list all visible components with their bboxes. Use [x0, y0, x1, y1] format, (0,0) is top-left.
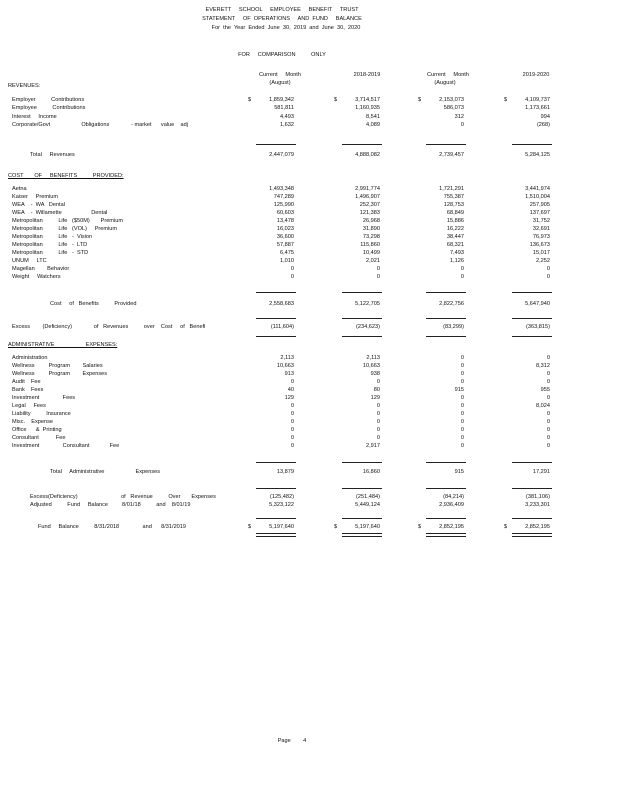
subtotal-rule	[342, 336, 382, 337]
total-rule	[342, 292, 382, 293]
total-rule	[426, 292, 466, 293]
row-label: Audit Fee	[12, 379, 41, 385]
subtotal-rule	[512, 336, 552, 337]
row-label: Employee Contributions	[12, 105, 86, 111]
row-value: 5,197,640	[269, 524, 294, 530]
row-value: 0	[460, 379, 464, 385]
row-value: 0	[290, 274, 294, 280]
row-value: 125,990	[273, 202, 294, 208]
row-value: 0	[546, 379, 550, 385]
total-rule	[426, 144, 466, 145]
dollar-sign: $	[248, 97, 252, 103]
row-value: 0	[290, 411, 294, 417]
row-value: 0	[546, 443, 550, 449]
row-label: Administration	[12, 355, 48, 361]
row-value: 0	[546, 371, 550, 377]
row-value: 2,113	[280, 355, 294, 361]
row-value: 1,160,935	[355, 105, 380, 111]
comparison-note: FOR COMPARISON ONLY	[238, 52, 326, 58]
total-rule	[342, 144, 382, 145]
row-value: 115,860	[360, 242, 380, 248]
row-value: 5,323,122	[269, 502, 294, 508]
row-value: 7,493	[450, 250, 464, 256]
row-value: 0	[290, 419, 294, 425]
total-rule	[256, 318, 296, 319]
row-value: 3,441,974	[525, 186, 550, 192]
row-value: 938	[370, 371, 380, 377]
row-label: Metropolitan Life (VOL) Premium	[12, 226, 118, 232]
row-label: UNUM LTC	[12, 258, 47, 264]
row-value: 26,968	[362, 218, 380, 224]
row-value: 2,822,756	[439, 301, 464, 307]
row-value: 3,714,517	[355, 97, 380, 103]
row-value: 31,890	[362, 226, 380, 232]
dollar-sign: $	[248, 524, 252, 530]
total-rule	[256, 462, 296, 463]
row-value: 8,312	[536, 363, 550, 369]
row-value: 2,936,409	[439, 502, 464, 508]
row-value: 129	[284, 395, 294, 401]
row-value: 16,023	[276, 226, 294, 232]
total-rule	[342, 488, 382, 489]
total-rule	[342, 318, 382, 319]
row-value: 57,887	[276, 242, 294, 248]
row-value: 137,697	[529, 210, 550, 216]
row-label: ADMINISTRATIVE EXPENSES:	[8, 342, 118, 348]
double-rule	[426, 533, 466, 537]
row-label: Metropolitan Life - Vision	[12, 234, 93, 240]
row-value: 6,475	[280, 250, 294, 256]
total-rule	[256, 292, 296, 293]
row-value: 1,010	[280, 258, 294, 264]
row-value: (83,299)	[443, 324, 464, 330]
row-value: 2,252	[536, 258, 550, 264]
row-value: 915	[454, 469, 464, 475]
title-line-1: EVERETT SCHOOL EMPLOYEE BENEFIT TRUST	[205, 7, 359, 13]
row-label: Bank Fees	[12, 387, 44, 393]
total-rule	[512, 144, 552, 145]
row-label: Legal Fees	[12, 403, 46, 409]
double-rule	[512, 533, 552, 537]
row-value: 1,721,291	[439, 186, 464, 192]
row-value: 0	[460, 419, 464, 425]
row-value: 73,298	[362, 234, 380, 240]
row-value: 2,852,195	[525, 524, 550, 530]
row-value: 1,173,661	[525, 105, 550, 111]
row-label: Investment Fees	[12, 395, 76, 401]
row-value: 10,663	[362, 363, 380, 369]
row-value: 0	[376, 379, 380, 385]
row-value: 40	[287, 387, 294, 393]
row-value: (111,604)	[270, 324, 294, 330]
row-value: (234,623)	[356, 324, 380, 330]
row-value: 0	[546, 411, 550, 417]
row-value: 2,917	[366, 443, 380, 449]
row-value: (381,106)	[526, 494, 550, 500]
total-rule	[342, 462, 382, 463]
row-value: 0	[546, 355, 550, 361]
row-value: 0	[376, 435, 380, 441]
row-value: 2,739,457	[439, 152, 464, 158]
row-value: 13,478	[276, 218, 294, 224]
row-value: 31,752	[532, 218, 550, 224]
row-value: 10,663	[276, 363, 294, 369]
dollar-sign: $	[504, 97, 508, 103]
row-label: WEA - WA Dental	[12, 202, 65, 208]
row-value: 0	[546, 266, 550, 272]
row-value: 2,991,774	[355, 186, 380, 192]
row-label: Wellness Program Salaries	[12, 363, 103, 369]
dollar-sign: $	[504, 524, 508, 530]
row-value: 2,153,073	[439, 97, 464, 103]
row-value: 0	[460, 395, 464, 401]
row-label: Metropolitan Life ($50M) Premium	[12, 218, 123, 224]
title-line-3: For the Year Ended June 30, 2019 and June 30, 2020	[211, 25, 361, 31]
total-rule	[256, 518, 296, 519]
row-value: 5,647,940	[525, 301, 550, 307]
row-value: 0	[460, 443, 464, 449]
row-label: WEA - Willamette Dental	[12, 210, 108, 216]
row-value: 755,387	[443, 194, 464, 200]
row-value: 0	[290, 427, 294, 433]
row-value: 1,493,348	[269, 186, 294, 192]
row-value: 121,383	[359, 210, 380, 216]
row-value: 2,113	[366, 355, 380, 361]
col2-heading: 2018-2019	[353, 72, 381, 78]
row-value: 80	[373, 387, 380, 393]
row-value: 128,753	[443, 202, 464, 208]
row-value: 0	[290, 379, 294, 385]
row-label: Cost of Benefits Provided	[50, 301, 137, 307]
row-value: 38,447	[446, 234, 464, 240]
total-rule	[256, 144, 296, 145]
double-rule	[256, 533, 296, 537]
row-value: 0	[290, 443, 294, 449]
row-label: Aetna	[12, 186, 27, 192]
row-label: Excess (Deficiency) of Revenues over Cost of Benefi	[12, 324, 206, 330]
row-label: Kaiser Premium	[12, 194, 59, 200]
row-value: 0	[460, 435, 464, 441]
row-value: 0	[376, 427, 380, 433]
col3-subheading: (August)	[434, 80, 456, 86]
col1-heading: Current Month	[259, 72, 301, 78]
total-rule	[426, 488, 466, 489]
subtotal-rule	[426, 336, 466, 337]
double-rule	[342, 533, 382, 537]
row-value: 13,879	[276, 469, 294, 475]
row-value: 129	[370, 395, 380, 401]
row-value: 0	[376, 411, 380, 417]
subtotal-rule	[256, 336, 296, 337]
row-value: 1,632	[280, 122, 294, 128]
row-value: 994	[540, 114, 550, 120]
total-rule	[512, 488, 552, 489]
row-label: Metropolitan Life - LTD	[12, 242, 88, 248]
row-value: 76,973	[532, 234, 550, 240]
row-value: 747,289	[273, 194, 294, 200]
total-rule	[426, 518, 466, 519]
row-value: 1,510,004	[525, 194, 550, 200]
row-value: 36,600	[276, 234, 294, 240]
col4-heading: 2019-2020	[522, 72, 550, 78]
row-value: 15,886	[446, 218, 464, 224]
row-value: 32,691	[532, 226, 550, 232]
row-value: 3,233,301	[525, 502, 550, 508]
row-value: 1,126	[450, 258, 464, 264]
row-label: Adjusted Fund Balance 8/01/18 and 8/01/19	[30, 502, 191, 508]
dollar-sign: $	[334, 97, 338, 103]
col1-subheading: (August)	[269, 80, 291, 86]
row-value: 0	[460, 274, 464, 280]
row-label: Total Revenues	[30, 152, 75, 158]
row-value: 915	[454, 387, 464, 393]
row-value: (84,214)	[443, 494, 464, 500]
row-value: 0	[376, 274, 380, 280]
row-label: Excess(Deficiency) of Revenue Over Expenses	[30, 494, 216, 500]
dollar-sign: $	[418, 97, 422, 103]
total-rule	[512, 318, 552, 319]
row-value: 4,888,082	[355, 152, 380, 158]
row-value: 312	[454, 114, 464, 120]
row-label: Fund Balance 8/31/2018 and 8/31/2019	[38, 524, 187, 530]
row-value: 0	[460, 266, 464, 272]
row-value: 2,852,195	[439, 524, 464, 530]
total-rule	[512, 292, 552, 293]
row-value: 257,905	[529, 202, 550, 208]
row-value: 4,089	[366, 122, 380, 128]
row-label: Consultant Fee	[12, 435, 66, 441]
row-value: 8,024	[536, 403, 550, 409]
row-value: (125,482)	[270, 494, 294, 500]
total-rule	[342, 518, 382, 519]
total-rule	[512, 518, 552, 519]
row-label: Total Administrative Expenses	[50, 469, 161, 475]
row-value: 0	[546, 435, 550, 441]
row-value: 60,603	[276, 210, 294, 216]
row-label: REVENUES:	[8, 83, 41, 89]
total-rule	[512, 462, 552, 463]
row-value: 8,541	[366, 114, 380, 120]
row-value: 5,449,124	[355, 502, 380, 508]
row-label: Weight Watchers	[12, 274, 61, 280]
row-value: 2,558,683	[269, 301, 294, 307]
row-label: Liability Insurance	[12, 411, 71, 417]
row-value: 0	[460, 411, 464, 417]
row-value: 0	[546, 427, 550, 433]
row-value: 0	[546, 274, 550, 280]
row-value: 2,447,079	[269, 152, 294, 158]
row-value: 5,122,705	[355, 301, 380, 307]
row-value: 10,499	[362, 250, 380, 256]
row-value: 0	[460, 403, 464, 409]
row-value: 0	[460, 363, 464, 369]
row-value: 4,109,737	[525, 97, 550, 103]
row-value: 0	[546, 395, 550, 401]
row-value: 586,073	[443, 105, 464, 111]
row-label: COST OF BENEFITS PROVIDED:	[8, 173, 124, 179]
row-value: 68,321	[446, 242, 464, 248]
row-value: (363,815)	[526, 324, 550, 330]
row-value: (251,484)	[356, 494, 380, 500]
row-label: Office & Printing	[12, 427, 62, 433]
row-value: 0	[376, 266, 380, 272]
row-value: 0	[460, 427, 464, 433]
row-value: 15,017	[532, 250, 550, 256]
row-label: Investment Consultant Fee	[12, 443, 120, 449]
row-value: 0	[460, 122, 464, 128]
row-label: Wellness Program Expenses	[12, 371, 108, 377]
row-value: 0	[460, 371, 464, 377]
row-value: 0	[290, 266, 294, 272]
row-label: Interest Income	[12, 114, 57, 120]
title-line-2: STATEMENT OF OPERATIONS AND FUND BALANCE	[202, 16, 362, 22]
row-value: 252,307	[359, 202, 380, 208]
row-value: 1,859,342	[269, 97, 294, 103]
row-value: 17,291	[532, 469, 550, 475]
row-value: 5,284,125	[525, 152, 550, 158]
row-label: Misc. Expense	[12, 419, 54, 425]
row-label: Corporate/Govt Obligations - market value adj	[12, 122, 188, 128]
row-value: 955	[540, 387, 550, 393]
total-rule	[256, 488, 296, 489]
row-value: 16,860	[362, 469, 380, 475]
row-value: 0	[376, 419, 380, 425]
row-value: 4,493	[280, 114, 294, 120]
row-value: 0	[376, 403, 380, 409]
row-value: 16,222	[446, 226, 464, 232]
row-value: 0	[290, 403, 294, 409]
row-value: 5,197,640	[355, 524, 380, 530]
row-value: 581,811	[274, 105, 294, 111]
row-value: 2,021	[366, 258, 380, 264]
row-value: 0	[290, 435, 294, 441]
row-value: 1,496,907	[355, 194, 380, 200]
row-value: 68,849	[446, 210, 464, 216]
total-rule	[426, 318, 466, 319]
dollar-sign: $	[418, 524, 422, 530]
total-rule	[426, 462, 466, 463]
row-value: (268)	[536, 122, 550, 128]
row-value: 0	[546, 419, 550, 425]
row-value: 136,673	[529, 242, 550, 248]
row-value: 913	[284, 371, 294, 377]
row-label: Employer Contributions	[12, 97, 85, 103]
row-label: Magellan Behavior	[12, 266, 70, 272]
row-label: Metropolitan Life - STD	[12, 250, 89, 256]
col3-heading: Current Month	[427, 72, 469, 78]
page-number: Page 4	[277, 738, 307, 744]
row-value: 0	[460, 355, 464, 361]
dollar-sign: $	[334, 524, 338, 530]
